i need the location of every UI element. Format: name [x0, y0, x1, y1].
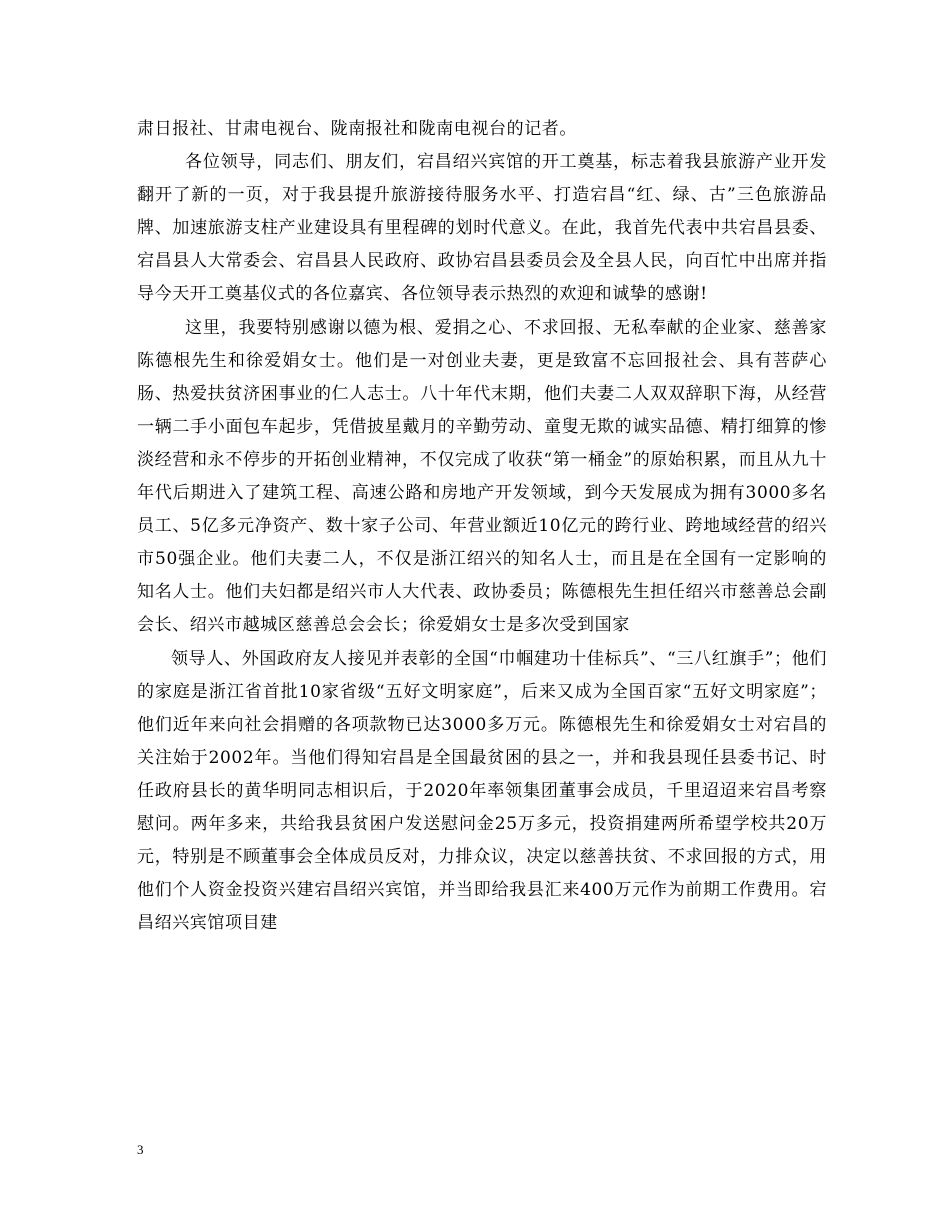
paragraph-3: 这里，我要特别感谢以德为根、爱捐之心、不求回报、无私奉献的企业家、慈善家陈德根先生和徐爱娟女士。他们是一对创业夫妻，更是致富不忘回报社会、具有菩萨心肠、热爱扶贫济困事业的仁人志士。八十年代末期，他们夫妻二人双双辞职下海，从经营一辆二手小面包车起步，凭借披星戴月的辛勤劳动、童叟无欺的诚实品德、精打细算的惨淡经营和永不停步的开拓创业精神，不仅完成了收获“第一桶金”的原始积累，而且从九十年代后期进入了建筑工程、高速公路和房地产开发领域，到今天发展成为拥有3000多名员工、5亿多元净资产、数十家子公司、年营业额近10亿元的跨行业、跨地域经营的绍兴市50强企业。他们夫妻二人，不仅是浙江绍兴的知名人士，而且是在全国有一定影响的知名人士。他们夫妇都是绍兴市人大代表、政协委员；陈德根先生担任绍兴市慈善总会副会长、绍兴市越城区慈善总会会长；徐爱娟女士是多次受到国家	[137, 317, 827, 636]
paragraph-4: 领导人、外国政府友人接见并表彰的全国“巾帼建功十佳标兵”、“三八红旗手”；他们的家庭是浙江省首批10家省级“五好文明家庭”，后来又成为全国百家“五好文明家庭”；他们近年来向社会捐赠的各项款物已达3000多万元。陈德根先生和徐爱娟女士对宕昌的关注始于2002年。当他们得知宕昌是全国最贫困的县之一，并和我县现任县委书记、时任政府县长的黄华明同志相识后，于2020年率领集团董事会成员，千里迢迢来宕昌考察慰问。两年多来，共给我县贫困户发送慰问金25万多元，投资捐建两所希望学校共20万元，特别是不顾董事会全体成员反对，力排众议，决定以慈善扶贫、不求回报的方式，用他们个人资金投资兴建宕昌绍兴宾馆，并当即给我县汇来400万元作为前期工作费用。宕昌绍兴宾馆项目建	[137, 648, 827, 934]
paragraph-2: 各位领导，同志们、朋友们，宕昌绍兴宾馆的开工奠基，标志着我县旅游产业开发翻开了新的一页，对于我县提升旅游接待服务水平、打造宕昌“红、绿、古”三色旅游品牌、加速旅游支柱产业建设具有里程碑的划时代意义。在此，我首先代表中共宕昌县委、宕昌县人大常委会、宕昌县人民政府、政协宕昌县委员会及全县人民，向百忙中出席并指导今天开工奠基仪式的各位嘉宾、各位领导表示热烈的欢迎和诚挚的感谢!	[137, 152, 827, 305]
document-body	[137, 113, 827, 940]
page-number: 3	[137, 1142, 144, 1157]
paragraph-1: 肃日报社、甘肃电视台、陇南报社和陇南电视台的记者。	[137, 119, 577, 139]
